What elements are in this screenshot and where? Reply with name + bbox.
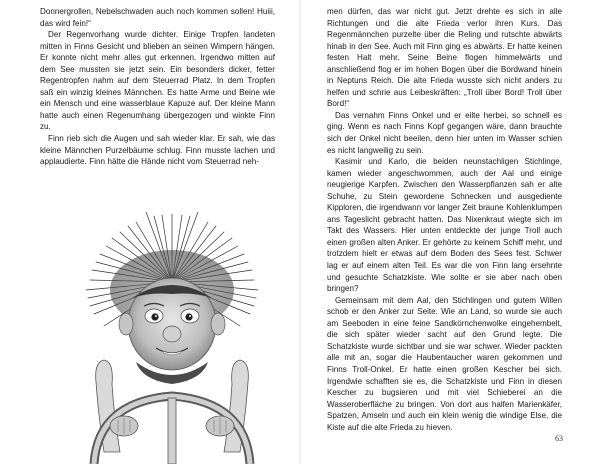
paragraph: Das vernahm Finns Onkel und er eilte herbei, so schnell es ging. Wenn es nach Finns Kopf gegangen wäre, dann brauchte sich der Onkel nicht beeilen, denn hier unten im Wasser schien es nicht langweilig zu sein. [327,110,562,155]
paragraph: Donnergrollen, Nebelschwaden auch noch kommen sollen! Huiii, das wird fein!“ [40,7,275,28]
left-page-text [40,6,275,168]
page-number: 63 [555,434,563,443]
paragraph: Finn rieb sich die Augen und sah wieder klar. Er sah, wie das kleine Männchen Purzelbäume schlug. Finn musste lachen und applaudierte. Finn hätte die Hände nicht vom Steuerrad neh- [40,134,275,167]
troll-at-wheel-illustration [74,212,270,464]
paragraph: Gemeinsam mit dem Aal, den Stichlingen und gutem Willen schob er den Anker zur Seite. Wie an Land, so wurde sie auch am Seeboden in eine feine Sandkörnchenwolke eingehembelt, die sich später wieder sacht auf den Grund legte. Die Schatzkiste wurde sichtbar und sie war schwer. Wieder packten alle mit an, sogar die Haubentaucher waren gekommen und Finns Troll-Onkel. Er hatte einen großen Kescher bei sich. Irgendwie schafften sie es, die Schatzkiste und Finn in diesen Kescher zu bugsieren und mit viel Schieberei an die Wasseroberfläche zu bringen. Von dort aus halfen Marienkäfer, Spatzen, Amseln und auch ein klein wenig die windige Else, die Kiste auf die alte Frieda zu hieven. [327,295,562,432]
paragraph: men dürfen, das war nicht gut. Jetzt drehte es sich in alle Richtungen und die alte Frieda verlor ihren Kurs. Das Regenmännchen purzelte über die Reling und rutschte abwärts hinab in den See. Auch mit Finn ging es abwärts. Er hatte keinen festen Halt mehr. Seine Beine flogen himmelwärts und anschließend flog er im hohen Bogen über die Bordwand hinein in Neptuns Reich. Die alte Frieda wusste sich nicht anders zu helfen und schrie aus Leibeskräften: „Troll über Bord! Troll über Bord!“ [327,7,562,109]
right-page-text [327,6,562,433]
paragraph: Der Regenvorhang wurde dichter. Einige Tropfen landeten mitten in Finns Gesicht und blieben an seinen Wimpern hängen. Er konnte nicht mehr alles gut erkennen. Irgendwo mitten auf dem See mussten sie jetzt sein. Ein besonders dicker, fetter Regentropfen nahm auf dem Steuerrad Platz. In dem Tropfen saß ein winzig kleines Männchen. Es hatte Arme und Beine wie ein Mensch und eine wasserblaue Kapuze auf. Der kleine Mann hatte auch einen Regenumhang übergezogen und winkte Finn zu. [40,30,275,132]
paragraph: Kasimir und Karlo, die beiden neunstachligen Stichlinge, kamen wieder angeschwommen, auch der Aal und einige neugierige Karpfen. Zwischen den Wasserpflanzen sah er alte Schuhe, zu Stein gewordene Schnecken und ausgediente Kipploren, die irgendwann vor langer Zeit braune Kohlenklumpen ans Tageslicht gebracht hatten. Das Nixenkraut wiegte sich im Takt des Wassers. Hier unten entdeckte der junge Troll auch einen großen alten Anker. Er gehörte zu keinem Schiff mehr, und trotzdem hielt er etwas auf dem Boden des Sees fest. Schwer lag er auf einem alten Teil. Es war die von Finn lang ersehnte und gesuchte Schatzkiste. Wie sollte er sie aber nach oben bringen? [327,157,562,294]
